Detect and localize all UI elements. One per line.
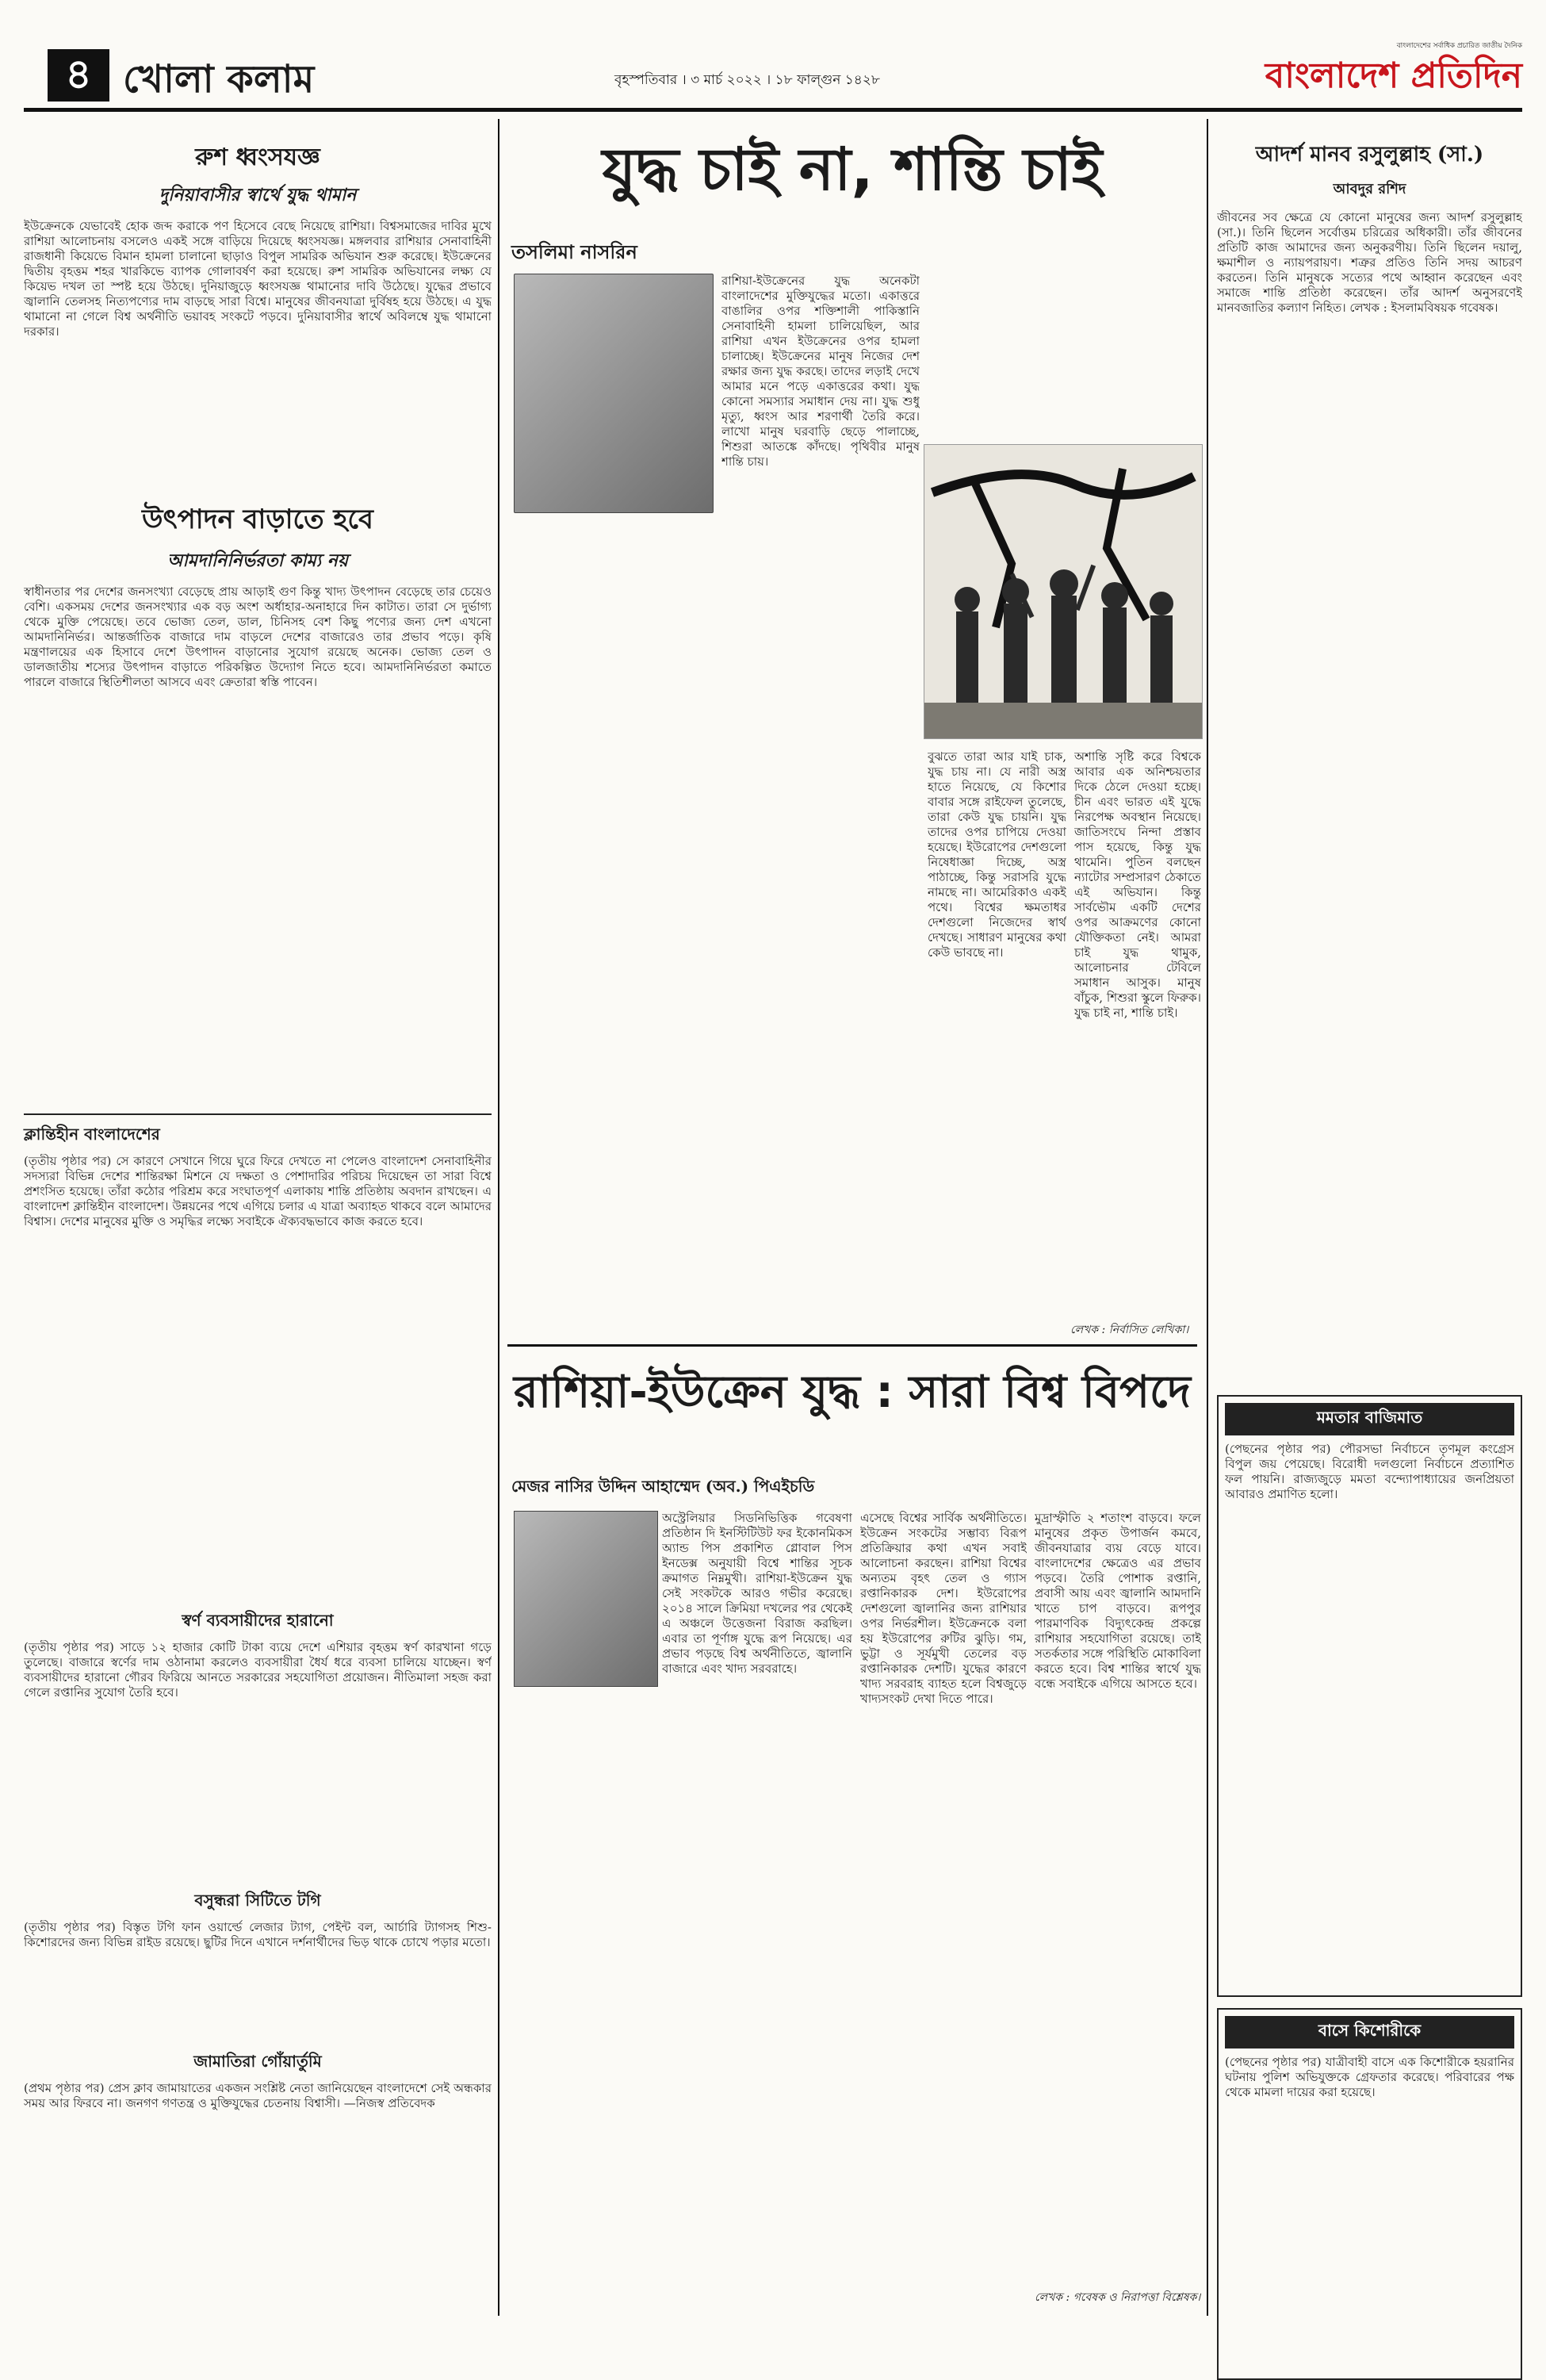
- main-body-col3: অশান্তি সৃষ্টি করে বিশ্বকে আবার এক অনিশ্চয়তার দিকে ঠেলে দেওয়া হচ্ছে। চীন এবং ভারত এই যুদ্ধে নিরপেক্ষ অবস্থান নিয়েছে। জাতিসংঘে নিন্দা প্রস্তাব পাস হয়েছে, কিন্তু যুদ্ধ থামেনি। পুতিন বলছেন ন্যাটোর সম্প্রসারণ ঠেকাতে এই অভিযান। কিন্তু সার্বভৌম একটি দেশের ওপর আক্রমণের কোনো যৌক্তিকতা নেই। আমরা চাই যুদ্ধ থামুক, আলোচনার টেবিলে সমাধান আসুক। মানুষ বাঁচুক, শিশুরা স্কুলে ফিরুক। যুদ্ধ চাই না, শান্তি চাই।: [1074, 749, 1201, 1020]
- brief3-title: বসুন্ধরা সিটিতে টগি: [194, 1891, 321, 1910]
- second-headline: রাশিয়া-ইউক্রেন যুদ্ধ : সারা বিশ্ব বিপদে: [514, 1366, 1191, 1418]
- second-body-col3: মুদ্রাস্ফীতি ২ শতাংশ বাড়বে। ফলে মানুষের প্রকৃত উপার্জন কমবে, জীবনযাত্রার ব্যয় বেড়ে যাবে। বাংলাদেশের ক্ষেত্রেও এর প্রভাব পড়বে। তৈরি পোশাক রপ্তানি, প্রবাসী আয় এবং জ্বালানি আমদানি খাতে চাপ বাড়বে। রূপপুর পারমাণবিক বিদ্যুৎকেন্দ্র প্রকল্পে রাশিয়ার সহযোগিতা রয়েছে। তাই সতর্কতার সঙ্গে পরিস্থিতি মোকাবিলা করতে হবে। বিশ্ব শান্তির স্বার্থে যুদ্ধ বন্ধে সবাইকে এগিয়ে আসতে হবে।: [1035, 1511, 1201, 1691]
- right-article-body: জীবনের সব ক্ষেত্রে যে কোনো মানুষের জন্য আদর্শ রসুলুল্লাহ (সা.)। তিনি ছিলেন সর্বোত্তম চরিত্রের অধিকারী। তাঁর জীবনের প্রতিটি কাজ আমাদের জন্য অনুকরণীয়। তিনি ছিলেন দয়ালু, ক্ষমাশীল ও ন্যায়পরায়ণ। শত্রুর প্রতিও তিনি সদয় আচরণ করতেন। তিনি মানুষকে সত্যের পথে আহ্বান করেছেন এবং সমাজে শান্তি প্রতিষ্ঠা করেছেন। তাঁর আদর্শ অনুসরণেই মানবজাতির কল্যাণ নিহিত। লেখক : ইসলামবিষয়ক গবেষক।: [1217, 210, 1522, 315]
- author-photo-nasir: [514, 1511, 658, 1687]
- left-column: [24, 119, 492, 2316]
- main-body-col2: বুঝতে তারা আর যাই চাক, যুদ্ধ চায় না। যে নারী অস্ত্র হাতে নিয়েছে, যে কিশোর বাবার সঙ্গে রাইফেল তুলেছে, তারা কেউ যুদ্ধ চায়নি। যুদ্ধ তাদের ওপর চাপিয়ে দেওয়া হয়েছে। ইউরোপের দেশগুলো নিষেধাজ্ঞা দিচ্ছে, অস্ত্র পাঠাচ্ছে, কিন্তু সরাসরি যুদ্ধে নামছে না। আমেরিকাও একই পথে। বিশ্বের ক্ষমতাধর দেশগুলো নিজেদের স্বার্থ দেখছে। সাধারণ মানুষের কথা কেউ ভাবছে না।: [928, 749, 1066, 960]
- box1: [1217, 1395, 1522, 1997]
- masthead-tagline: বাংলাদেশের সর্বাধিক প্রচারিত জাতীয় দৈনিক: [1396, 42, 1522, 50]
- second-body-col2: এসেছে বিশ্বের সার্বিক অর্থনীতিতে। ইউক্রেন সংকটের সম্ভাব্য বিরূপ প্রতিক্রিয়ার কথা এখন সবাই আলোচনা করছেন। রাশিয়া বিশ্বের অন্যতম বৃহৎ তেল ও গ্যাস রপ্তানিকারক দেশ। ইউরোপের দেশগুলো জ্বালানির জন্য রাশিয়ার ওপর নির্ভরশীল। ইউক্রেনকে বলা হয় ইউরোপের রুটির ঝুড়ি। গম, ভুট্টা ও সূর্যমুখী তেলের বড় রপ্তানিকারক দেশটি। যুদ্ধের কারণে খাদ্য সরবরাহ ব্যাহত হলে বিশ্বজুড়ে খাদ্যসংকট দেখা দিতে পারে।: [860, 1511, 1027, 1706]
- box2: [1217, 2008, 1522, 2380]
- editorial1-subtitle: দুনিয়াবাসীর স্বার্থে যুদ্ধ থামান: [159, 185, 357, 205]
- second-body-col1: অস্ট্রেলিয়ার সিডনিভিত্তিক গবেষণা প্রতিষ্ঠান দি ইনস্টিটিউট ফর ইকোনমিকস অ্যান্ড পিস প্রকাশিত গ্লোবাল পিস ইনডেক্স অনুযায়ী বিশ্বে শান্তির সূচক ক্রমাগত নিম্নমুখী। রাশিয়া-ইউক্রেন যুদ্ধ সেই সংকটকে আরও গভীর করেছে। ২০১৪ সালে ক্রিমিয়া দখলের পর থেকেই এ অঞ্চলে উত্তেজনা বিরাজ করছিল। এবার তা পূর্ণাঙ্গ যুদ্ধে রূপ নিয়েছে। এর প্রভাব পড়ছে বিশ্ব অর্থনীতিতে, জ্বালানি বাজারে এবং খাদ্য সরবরাহে।: [662, 1511, 852, 1676]
- masthead-logo: বাংলাদেশ প্রতিদিন: [1265, 56, 1522, 96]
- brief1-title: ক্লান্তিহীন বাংলাদেশের: [24, 1125, 160, 1144]
- box2-body: (পেছনের পৃষ্ঠার পর) যাত্রীবাহী বাসে এক কিশোরীকে হয়রানির ঘটনায় পুলিশ অভিযুক্তকে গ্রেফতার করেছে। পরিবারের পক্ষ থেকে মামলা দায়ের করা হয়েছে।: [1225, 2055, 1514, 2099]
- header-rule: [24, 108, 1522, 112]
- brief2-title: স্বর্ণ ব্যবসায়ীদের হারানো: [182, 1611, 334, 1630]
- issue-date: বৃহস্পতিবার । ৩ মার্চ ২০২২ । ১৮ ফাল্গুন ১৪২৮: [614, 72, 880, 88]
- second-author: মেজর নাসির উদ্দিন আহাম্মেদ (অব.) পিএইচডি: [511, 1477, 815, 1496]
- box1-title: মমতার বাজিমাত: [1225, 1403, 1514, 1435]
- brief1-body: (তৃতীয় পৃষ্ঠার পর) সে কারণে সেখানে গিয়ে ঘুরে ফিরে দেখতে না পেলেও বাংলাদেশ সেনাবাহিনীর সদস্যরা বিভিন্ন দেশের শান্তিরক্ষা মিশনে যে দক্ষতা ও পেশাদারির পরিচয় দিয়েছেন তা সারা বিশ্বে প্রশংসিত হয়েছে। তাঁরা কঠোর পরিশ্রম করে সংঘাতপূর্ণ এলাকায় শান্তি প্রতিষ্ঠায় অবদান রাখছেন। এ বাংলাদেশ ক্লান্তিহীন বাংলাদেশ। উন্নয়নের পথে এগিয়ে চলার এ যাত্রা অব্যাহত থাকবে বলে আমাদের বিশ্বাস। দেশের মানুষের মুক্তি ও সমৃদ্ধির লক্ষ্যে সবাইকে ঐক্যবদ্ধভাবে কাজ করতে হবে।: [24, 1154, 492, 1228]
- box2-title: বাসে কিশোরীকে: [1225, 2016, 1514, 2048]
- page-number-box: ৪: [48, 49, 109, 102]
- brief2-body: (তৃতীয় পৃষ্ঠার পর) সাড়ে ১২ হাজার কোটি টাকা ব্যয়ে দেশে এশিয়ার বৃহত্তম স্বর্ণ কারখানা গড়ে তুলেছে। বাজারে স্বর্ণের দাম ওঠানামা করলেও ব্যবসায়ীরা ধৈর্য ধরে ব্যবসা চালিয়ে যাচ্ছেন। স্বর্ণ ব্যবসায়ীদের হারানো গৌরব ফিরিয়ে আনতে সরকারের সহযোগিতা প্রয়োজন। নীতিমালা সহজ করা গেলে রপ্তানির সুযোগ তৈরি হবে।: [24, 1640, 492, 1700]
- right-column: [1217, 119, 1522, 2316]
- brief4-body: (প্রথম পৃষ্ঠার পর) প্রেস ক্লাব জামায়াতের একজন সংশ্লিষ্ট নেতা জানিয়েছেন বাংলাদেশে সেই অন্ধকার সময় আর ফিরবে না। জনগণ গণতন্ত্র ও মুক্তিযুদ্ধের চেতনায় বিশ্বাসী। —নিজস্ব প্রতিবেদক: [24, 2081, 492, 2110]
- right-article-title: আদর্শ মানব রসুলুল্লাহ (সা.): [1255, 143, 1484, 167]
- right-article-author: আবদুর রশিদ: [1333, 181, 1406, 197]
- main-body-col1: রাশিয়া-ইউক্রেনের যুদ্ধ অনেকটা বাংলাদেশের মুক্তিযুদ্ধের মতো। একাত্তরে বাঙালির ওপর শক্তিশালী পাকিস্তানি সেনাবাহিনী হামলা চালিয়েছিল, আর রাশিয়া এখন ইউক্রেনের ওপর হামলা চালাচ্ছে। ইউক্রেনের মানুষ নিজের দেশ রক্ষার জন্য যুদ্ধ করছে। তাদের লড়াই দেখে আমার মনে পড়ে একাত্তরের কথা। যুদ্ধ কোনো সমস্যার সমাধান দেয় না। যুদ্ধ শুধু মৃত্যু, ধ্বংস আর শরণার্থী তৈরি করে। লাখো মানুষ ঘরবাড়ি ছেড়ে পালাচ্ছে, শিশুরা আতঙ্কে কাঁদছে। পৃথিবীর মানুষ শান্তি চায়।: [721, 274, 920, 469]
- main-author: তসলিমা নাসরিন: [511, 240, 637, 263]
- left-column-rule: [498, 119, 499, 2316]
- brief3-body: (তৃতীয় পৃষ্ঠার পর) বিস্তৃত টগি ফান ওয়ার্ল্ডে লেজার ট্যাগ, পেইন্ট বল, আর্চারি ট্যাগসহ শিশু-কিশোরদের জন্য বিভিন্ন রাইড রয়েছে। ছুটির দিনে এখানে দর্শনার্থীদের ভিড় থাকে চোখে পড়ার মতো।: [24, 1920, 492, 1949]
- editorial2-title: উৎপাদন বাড়াতে হবে: [142, 504, 373, 535]
- second-footnote: লেখক : গবেষক ও নিরাপত্তা বিশ্লেষক।: [1035, 2291, 1201, 2304]
- section-title: খোলা কলাম: [123, 57, 315, 102]
- editorial2-body: স্বাধীনতার পর দেশের জনসংখ্যা বেড়েছে প্রায় আড়াই গুণ কিন্তু খাদ্য উৎপাদন বেড়েছে তার চেয়েও বেশি। একসময় দেশের জনসংখ্যার এক বড় অংশ অর্ধাহার-অনাহারে দিন কাটাত। তারা সে দুর্ভাগ্য থেকে মুক্তি পেয়েছে। তবে ভোজ্য তেল, ডাল, চিনিসহ বেশ কিছু পণ্যের জন্য দেশ এখনো আমদানিনির্ভর। আন্তর্জাতিক বাজারে দাম বাড়লে দেশের বাজারেও তার প্রভাব পড়ে। কৃষি মন্ত্রণালয়ের এক হিসাবে দেশে উৎপাদন বাড়ানোর সুযোগ রয়েছে অনেক। ভোজ্য তেল ও ডালজাতীয় শস্যের উৎপাদন বাড়াতে পরিকল্পিত উদ্যোগ নিতে হবে। আমদানিনির্ভরতা কমাতে পারলে বাজারে স্থিতিশীলতা আসবে এবং ক্রেতারা স্বস্তি পাবেন।: [24, 584, 492, 689]
- soldiers-illustration: [924, 445, 1202, 738]
- main-bottom-rule: [507, 1344, 1197, 1347]
- divider: [24, 1113, 492, 1115]
- editorial1-body: ইউক্রেনকে যেভাবেই হোক জব্দ করাকে পণ হিসেবে বেছে নিয়েছে রাশিয়া। বিশ্বসমাজের দাবির মুখে রাশিয়া আলোচনায় বসলেও একই সঙ্গে বাড়িয়ে দিয়েছে ধ্বংসযজ্ঞ। মঙ্গলবার রাশিয়ার সেনাবাহিনী রাজধানী কিয়েভে বিমান হামলা চালানো ছাড়াও বিপুল সামরিক অভিযান শুরু করেছে। ইউক্রেনের দ্বিতীয় বৃহত্তম শহর খারকিভে ব্যাপক গোলাবর্ষণ করা হয়েছে। রুশ সামরিক অভিযানের লক্ষ্য যে কিয়েভ দখল তা স্পষ্ট হয়ে উঠছে। দুনিয়াজুড়ে ধ্বংসযজ্ঞ থামানোর দাবি উঠেছে। যুদ্ধের প্রভাবে জ্বালানি তেলসহ নিত্যপণ্যের দাম বাড়ছে সারা বিশ্বে। মানুষের জীবনযাত্রা দুর্বিষহ হয়ে উঠছে। এ যুদ্ধ থামানো না গেলে বিশ্ব অর্থনীতি ভয়াবহ সংকটে পড়বে। দুনিয়াবাসীর স্বার্থে অবিলম্বে যুদ্ধ থামানো দরকার।: [24, 219, 492, 339]
- author-photo-taslima: [514, 274, 714, 513]
- box1-body: (পেছনের পৃষ্ঠার পর) পৌরসভা নির্বাচনে তৃণমূল কংগ্রেস বিপুল জয় পেয়েছে। বিরোধী দলগুলো নির্বাচনে প্রত্যাশিত ফল পায়নি। রাজ্যজুড়ে মমতা বন্দ্যোপাধ্যায়ের জনপ্রিয়তা আবারও প্রমাণিত হলো।: [1225, 1442, 1514, 1501]
- editorial1-title: রুশ ধ্বংসযজ্ঞ: [195, 144, 320, 171]
- war-illustration: [924, 444, 1203, 739]
- main-headline: যুদ্ধ চাই না, শান্তি চাই: [602, 136, 1103, 204]
- editorial2-subtitle: আমদানিনির্ভরতা কাম্য নয়: [167, 550, 348, 571]
- main-footnote: লেখক : নির্বাসিত লেখিকা।: [1070, 1324, 1189, 1336]
- right-column-rule: [1207, 119, 1208, 2316]
- brief4-title: জামাতিরা গোঁয়ার্তুমি: [193, 2052, 322, 2071]
